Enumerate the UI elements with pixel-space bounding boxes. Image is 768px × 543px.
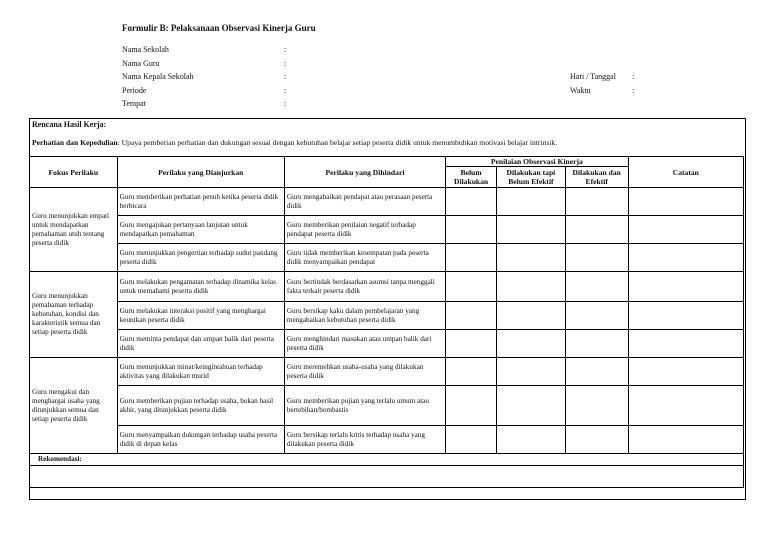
catatan-cell[interactable] (628, 386, 743, 426)
observation-box (29, 118, 746, 500)
field-label: Nama Guru (122, 58, 160, 68)
efektif-cell[interactable] (565, 426, 628, 454)
rencana-hasil-kerja-label: Rencana Hasil Kerja: (32, 120, 107, 129)
header-belum: Belum Dilakukan (446, 167, 497, 188)
dihindari-cell: Guru bersikap kaku dalam pembelajaran yang mengabaikan kebutuhan peserta didik (284, 302, 445, 330)
belum-cell[interactable] (446, 330, 497, 358)
perhatian-label: Perhatian dan Kepedulian (32, 138, 118, 147)
belum-efektif-cell[interactable] (497, 244, 566, 272)
catatan-cell[interactable] (628, 358, 743, 386)
efektif-cell[interactable] (565, 188, 628, 216)
dianjurkan-cell: Guru memberikan perhatian penuh ketika peserta didik berbicara (117, 188, 284, 216)
efektif-cell[interactable] (565, 302, 628, 330)
observation-table (29, 156, 744, 488)
dianjurkan-cell: Guru memberikan pujian terhadap usaha, bukan hasil akhir, yang ditunjukkan peserta didik (117, 386, 284, 426)
belum-efektif-cell[interactable] (497, 330, 566, 358)
field-colon: : (632, 72, 635, 81)
dihindari-cell: Guru bertindak berdasarkan asumsi tanpa menggali fakta terkait peserta didik (284, 272, 445, 302)
belum-efektif-cell[interactable] (497, 302, 566, 330)
catatan-cell[interactable] (628, 244, 743, 272)
field-colon: : (632, 85, 635, 95)
perhatian-kepedulian (32, 138, 557, 147)
header-dianjurkan: Perilaku yang Dianjurkan (117, 157, 284, 188)
belum-cell[interactable] (446, 358, 497, 386)
header-dihindari: Perilaku yang Dihindari (284, 157, 445, 188)
field-colon: : (284, 72, 287, 81)
field-label: Nama Kepala Sekolah (122, 72, 194, 81)
dianjurkan-cell: Guru melakukan interaksi positif yang menghargai keunikan peserta didik (117, 302, 284, 330)
form-title: Formulir B: Pelaksanaan Observasi Kinerja Guru (122, 23, 316, 33)
dianjurkan-cell: Guru menyampaikan dukungan terhadap usaha peserta didik di depan kelas (117, 426, 284, 454)
catatan-cell[interactable] (628, 188, 743, 216)
table-row (30, 188, 744, 216)
field-colon: : (284, 99, 287, 108)
perhatian-text: : Upaya pemberian perhatian dan dukungan sesuai dengan kebutuhan belajar setiap peserta didik untuk menumbuhkan motivasi belajar intrinsik. (117, 138, 558, 147)
table-row (30, 302, 744, 330)
table-row (30, 272, 744, 302)
catatan-cell[interactable] (628, 216, 743, 244)
header-efektif: Dilakukan dan Efektif (565, 167, 628, 188)
dihindari-cell: Guru menghindari masukan atau umpan balik dari peserta didik (284, 330, 445, 358)
efektif-cell[interactable] (565, 244, 628, 272)
catatan-cell[interactable] (628, 302, 743, 330)
dihindari-cell: Guru bersikap terlalu kritis terhadap usaha yang dilakukan peserta didik (284, 426, 445, 454)
belum-efektif-cell[interactable] (497, 358, 566, 386)
belum-cell[interactable] (446, 386, 497, 426)
dihindari-cell: Guru meremehkan usaha-usaha yang dilakukan peserta didik (284, 358, 445, 386)
fokus-cell: Guru mengakui dan menghargai usaha yang ditunjukkan semua dan setiap peserta didik (30, 358, 118, 454)
dihindari-cell: Guru memberikan pujian yang terlalu umum atau bertebihan/bombastis (284, 386, 445, 426)
belum-efektif-cell[interactable] (497, 386, 566, 426)
belum-efektif-cell[interactable] (497, 216, 566, 244)
field-label: Waktu (570, 85, 591, 95)
table-row (30, 386, 744, 426)
dihindari-cell: Guru tidak memberikan kesempatan pada peserta didik menyampaikan pendapat (284, 244, 445, 272)
dianjurkan-cell: Guru menunjukkan minat/keingintahuan terhadap aktivitas yang dilakukan murid (117, 358, 284, 386)
belum-efektif-cell[interactable] (497, 188, 566, 216)
catatan-cell[interactable] (628, 272, 743, 302)
efektif-cell[interactable] (565, 358, 628, 386)
field-waktu (570, 84, 650, 98)
belum-cell[interactable] (446, 188, 497, 216)
rekomendasi-input[interactable] (30, 466, 744, 488)
field-colon: : (284, 45, 287, 54)
dihindari-cell: Guru mengabaikan pendapat atau perasaan peserta didik (284, 188, 445, 216)
fokus-cell: Guru menunjukkan pemahaman terhadap kebutuhan, kondisi dan karakteristik semua dan setiap peserta didik (30, 272, 118, 358)
belum-cell[interactable] (446, 302, 497, 330)
fokus-cell: Guru menunjukkan empati untuk mendapatkan pemahaman utuh tentang peserta didik (30, 188, 118, 272)
efektif-cell[interactable] (565, 386, 628, 426)
table-row (30, 244, 744, 272)
table-row (30, 358, 744, 386)
belum-cell[interactable] (446, 216, 497, 244)
catatan-cell[interactable] (628, 426, 743, 454)
belum-efektif-cell[interactable] (497, 272, 566, 302)
efektif-cell[interactable] (565, 272, 628, 302)
catatan-cell[interactable] (628, 330, 743, 358)
header-fokus: Fokus Perilaku (30, 157, 118, 188)
field-colon: : (284, 58, 287, 68)
belum-cell[interactable] (446, 272, 497, 302)
dianjurkan-cell: Guru melakukan pengamatan terhadap dinamika kelas untuk memahami peserta didik (117, 272, 284, 302)
dianjurkan-cell: Guru mengajukan pertanyaan lanjutan untuk mendapatkan pemahaman (117, 216, 284, 244)
header-penilaian: Penilaian Observasi Kinerja (446, 157, 628, 167)
rekomendasi-input-row (30, 466, 744, 488)
field-colon: : (284, 85, 287, 95)
field-label: Periode (122, 85, 147, 95)
belum-cell[interactable] (446, 426, 497, 454)
table-row (30, 216, 744, 244)
field-label: Nama Sekolah (122, 45, 169, 54)
header-belum-efektif: Dilakukan tapi Belum Efektif (497, 167, 566, 188)
table-row (30, 426, 744, 454)
field-label: Hari / Tanggal (570, 72, 616, 81)
rekomendasi-row (30, 454, 744, 466)
dihindari-cell: Guru memberikan penilaian negatif terhadap pendapat peserta didik (284, 216, 445, 244)
field-label: Tempat (122, 99, 146, 108)
rekomendasi-label: Rekomendasi: (30, 454, 744, 466)
belum-efektif-cell[interactable] (497, 426, 566, 454)
header-catatan: Catatan (628, 157, 743, 188)
efektif-cell[interactable] (565, 216, 628, 244)
dianjurkan-cell: Guru meminta pendapat dan umpan balik dari peserta didik (117, 330, 284, 358)
right-fields (570, 70, 650, 97)
dianjurkan-cell: Guru menunjukkan pengertian terhadap sudut pandang peserta didik (117, 244, 284, 272)
belum-cell[interactable] (446, 244, 497, 272)
table-row (30, 330, 744, 358)
efektif-cell[interactable] (565, 330, 628, 358)
field-hari-tanggal (570, 70, 650, 84)
